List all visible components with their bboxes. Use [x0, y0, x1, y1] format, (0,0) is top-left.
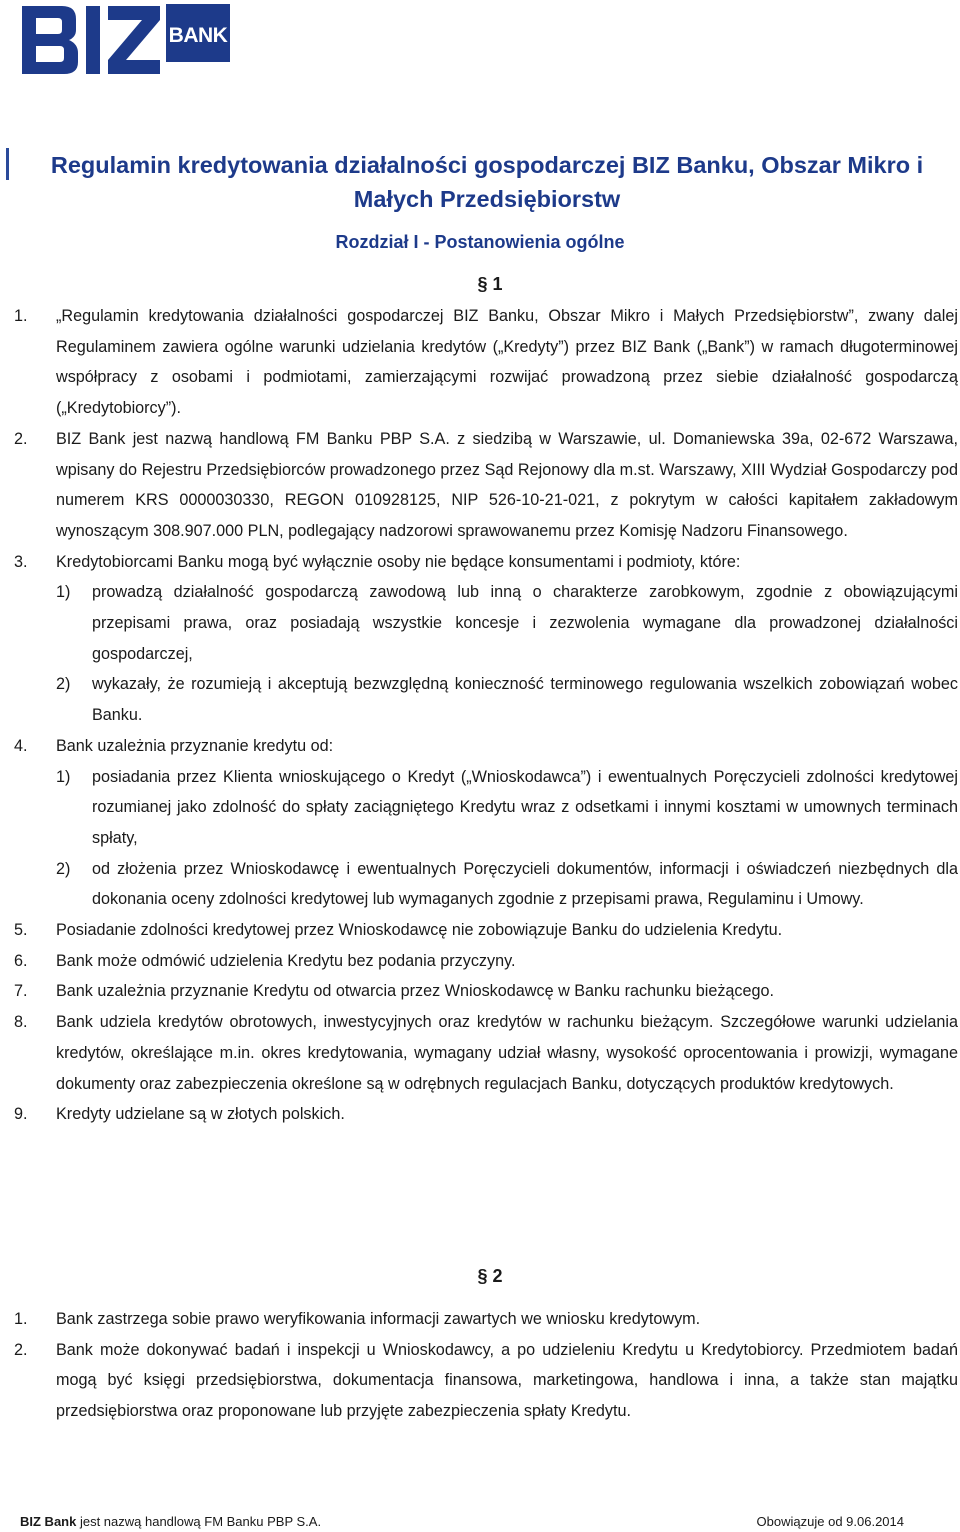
list-item: 1. Bank zastrzega sobie prawo weryfikowania informacji zawartych we wniosku kredytowym. — [14, 1310, 701, 1328]
list-item: 4. Bank uzależnia przyznanie kredytu od: 1) posiadania przez Klienta wnioskującego o Kredyt („Wnioskodawca”) i ewentualnych Poręczycieli zdolności kredytowej rozumianej jako zdolność do spłaty zaciągniętego Kredytu wraz z odsetkami i innymi kosztami w umownych terminach spłaty, 2) od złożenia przez Wnioskodawcę i ewentualnych Poręczycieli dokumentów, informacji i oświadczeń niezbędnych dla dokonania oceny zdolności kredytowej lub wymaganych zgodnie z przepisami prawa, Regulaminu i Umowy. — [14, 731, 958, 915]
list-item: 7. Bank uzależnia przyznanie Kredytu od otwarcia przez Wnioskodawcę w Banku rachunku bieżącego. — [14, 982, 775, 1001]
sub-list-item: 1) posiadania przez Klienta wnioskującego o Kredyt („Wnioskodawca”) i ewentualnych Poręczycieli zdolności kredytowej rozumianej jako zdolność do spłaty zaciągniętego Kredytu wraz z odsetkami i innymi kosztami w umownych terminach spłaty, — [56, 767, 958, 847]
document-title: Regulamin kredytowania działalności gospodarczej BIZ Banku, Obszar Mikro i Małych Przedsiębiorstw — [50, 152, 924, 212]
section-1-content — [14, 301, 958, 1130]
logo-badge-text: BANK — [168, 24, 228, 47]
title-accent-bar — [6, 148, 9, 180]
section-2-content — [14, 1304, 958, 1427]
sub-list-item: 2) wykazały, że rozumieją i akceptują bezwzględną konieczność terminowego regulowania wszelkich zobowiązań wobec Banku. — [56, 675, 958, 725]
section-sign-2: § 2 — [477, 1266, 503, 1286]
logo-letter-z — [108, 6, 160, 74]
footer-legal-text: jest nazwą handlową FM Banku PBP S.A. — [76, 1514, 322, 1529]
footer-legal — [20, 1514, 321, 1530]
footer-brand: BIZ Bank — [20, 1514, 77, 1529]
list-item: 1. „Regulamin kredytowania działalności gospodarczej BIZ Banku, Obszar Mikro i Małych Przedsiębiorstw”, zwany dalej Regulaminem zawiera ogólne warunki udzielania kredytów („Kredyty”) przez BIZ Bank („Bank”) w ramach długoterminowej współpracy z osobami i podmiotami, zamierzającymi rozwijać prowadzoną przez siebie działalność gospodarczą („Kredytobiorcy”). — [14, 307, 958, 418]
list-item: 8. Bank udziela kredytów obrotowych, inwestycyjnych oraz kredytów w rachunku bieżącym. Szczegółowe warunki udzielania kredytów, określające m.in. okres kredytowania, wymagany udział własny, wysokość oprocentowania i prowizji, wymagane dokumenty oraz zabezpieczenia określone są w odrębnych regulacjach Banku, dotyczących produktów kredytowych. — [14, 1013, 958, 1093]
sub-list-item: 1) prowadzą działalność gospodarczą zawodową lub inną o charakterze zarobkowym, zgodnie z obowiązującymi przepisami prawa, oraz posiadają wszystkie koncesje i zezwolenia wymagane dla prowadzonej działalności gospodarczej, — [56, 583, 958, 663]
list-item: 2. Bank może dokonywać badań i inspekcji u Wnioskodawcy, a po udzieleniu Kredytu u Kredytobiorcy. Przedmiotem badań mogą być księgi przedsiębiorstwa, dokumentacja finansowa, marketingowa, handlowa i inna, a także stan majątku przedsiębiorstwa oraz proponowane lub przyjęte zabezpieczenia spłaty Kredytu. — [14, 1340, 958, 1421]
chapter-heading: Rozdział I - Postanowienia ogólne — [335, 232, 625, 252]
list-item: 3. Kredytobiorcami Banku mogą być wyłącznie osoby nie będące konsumentami i podmioty, które: 1) prowadzą działalność gospodarczą zawodową lub inną o charakterze zarobkowym, zgodnie z obowiązującymi przepisami prawa, oraz posiadają wszystkie koncesje i zezwolenia wymagane dla prowadzonej działalności gospodarczej, 2) wykazały, że rozumieją i akceptują bezwzględną konieczność terminowego regulowania wszelkich zobowiązań wobec Banku. — [14, 547, 958, 731]
sub-list-item: 2) od złożenia przez Wnioskodawcę i ewentualnych Poręczycieli dokumentów, informacji i oświadczeń niezbędnych dla dokonania oceny zdolności kredytowej lub wymaganych zgodnie z przepisami prawa, Regulaminu i Umowy. — [56, 859, 958, 909]
list-item: 5. Posiadanie zdolności kredytowej przez Wnioskodawcę nie zobowiązuje Banku do udzielenia Kredytu. — [14, 921, 783, 940]
logo-letter-i — [86, 6, 100, 74]
logo-letter-b — [22, 6, 78, 74]
section-sign-1: § 1 — [477, 274, 503, 294]
page-footer — [20, 1514, 904, 1530]
list-item: 9. Kredyty udzielane są w złotych polskich. — [14, 1105, 345, 1124]
footer-effective-date: Obowiązuje od 9.06.2014 — [756, 1514, 904, 1529]
biz-bank-logo — [22, 4, 230, 76]
list-item: 2. BIZ Bank jest nazwą handlową FM Banku PBP S.A. z siedzibą w Warszawie, ul. Domaniewska 39a, 02-672 Warszawa, wpisany do Rejestru Przedsiębiorców prowadzonego przez Sąd Rejonowy dla m.st. Warszawy, XIII Wydział Gospodarczy pod numerem KRS 0000030330, REGON 010928125, NIP 526-10-21-021, z pokrytym w całości kapitałem zakładowym wynoszącym 308.907.000 PLN, podlegający nadzorowi sprawowanemu przez Komisję Nadzoru Finansowego. — [14, 429, 958, 540]
list-item: 6. Bank może odmówić udzielenia Kredytu bez podania przyczyny. — [14, 951, 516, 970]
